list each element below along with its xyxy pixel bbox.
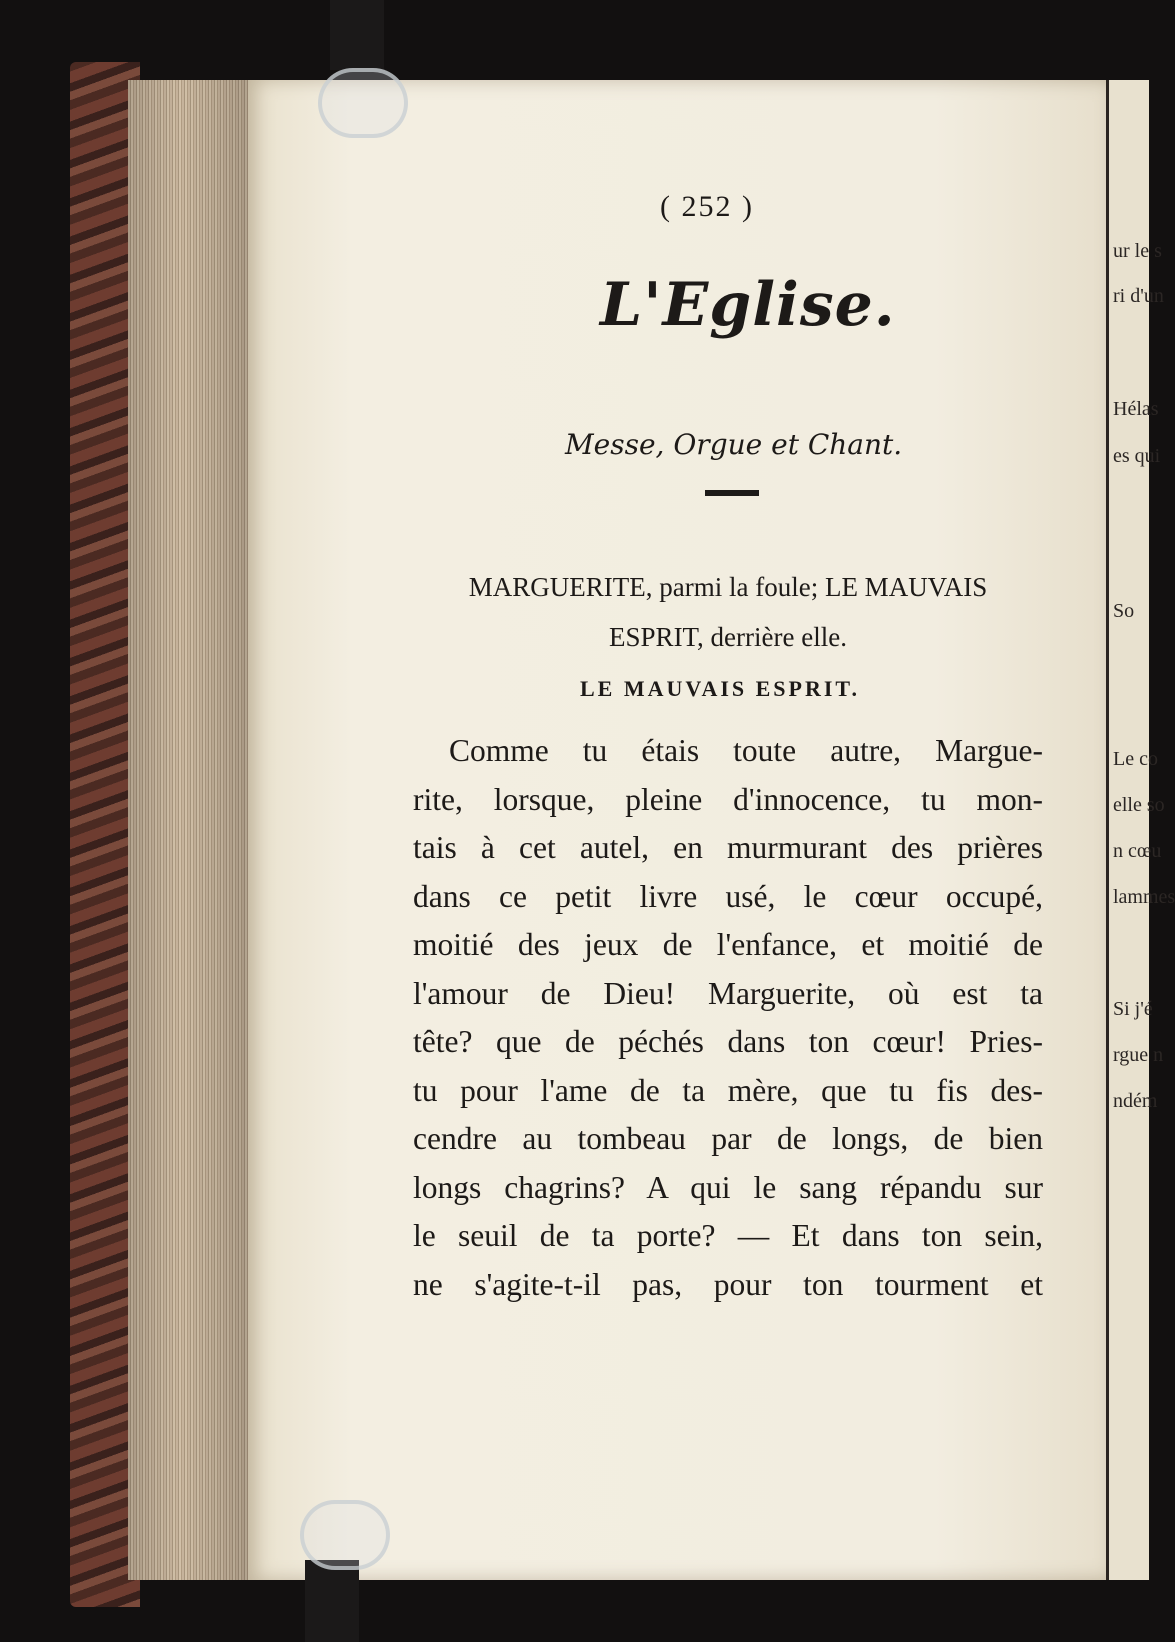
next-page-fragment: So [1113, 600, 1135, 622]
next-page-edge [1106, 80, 1175, 1580]
text-line: tu pour l'ame de ta mère, que tu fis des- [413, 1072, 1043, 1108]
clip-strap-bottom [305, 1560, 359, 1642]
next-page-fragment: Hélas [1113, 398, 1159, 420]
clip-top [318, 68, 408, 138]
stage-direction [413, 562, 1043, 662]
text-line: rite, lorsque, pleine d'innocence, tu mon- [413, 781, 1043, 817]
page-number: ( 252 ) [660, 190, 754, 223]
stage-direction-line: ESPRIT, derrière elle. [609, 622, 847, 652]
clip-bottom [300, 1500, 390, 1570]
text-line: le seuil de ta porte? — Et dans ton sein, [413, 1218, 1043, 1253]
text-line: dans ce petit livre usé, le cœur occupé, [413, 878, 1043, 914]
text-line: moitié des jeux de l'enfance, et moitié de [413, 927, 1043, 962]
next-page-fragment: elle so [1113, 794, 1165, 816]
text-line: Comme tu étais toute autre, Margue- [449, 733, 1043, 768]
next-page-fragment: rgue n [1113, 1044, 1164, 1066]
next-page-fragment: ur le s [1113, 240, 1162, 262]
next-page-fragment: lammes [1113, 886, 1175, 908]
next-page-fragment: ri d'un [1113, 285, 1164, 307]
speaker-name: LE MAUVAIS ESPRIT. [580, 676, 860, 701]
next-page-fragment: Si j'é [1113, 998, 1153, 1020]
next-page-fragment: ndém [1113, 1090, 1158, 1112]
text-line: l'amour de Dieu! Marguerite, où est ta [413, 975, 1043, 1011]
text-line: tais à cet autel, en murmurant des prières [413, 830, 1043, 865]
page-title: L'Eglise. [600, 270, 896, 340]
next-page-fragment: Le co [1113, 748, 1158, 770]
clip-strap-top [330, 0, 384, 70]
page-edges [128, 80, 260, 1580]
page-subtitle: Messe, Orgue et Chant. [565, 428, 903, 461]
divider-rule [705, 490, 759, 496]
text-line: longs chagrins? A qui le sang répandu sur [413, 1169, 1043, 1205]
text-line: ne s'agite-t-il pas, pour ton tourment et [413, 1266, 1043, 1302]
text-line: tête? que de péchés dans ton cœur! Pries- [413, 1024, 1043, 1059]
stage-direction-line: MARGUERITE, parmi la foule; LE MAUVAIS [468, 572, 988, 602]
body-text [413, 727, 1043, 1309]
next-page-fragment: es qui [1113, 445, 1161, 467]
next-page-fragment: n cœu [1113, 840, 1162, 862]
text-line: cendre au tombeau par de longs, de bien [413, 1121, 1043, 1156]
